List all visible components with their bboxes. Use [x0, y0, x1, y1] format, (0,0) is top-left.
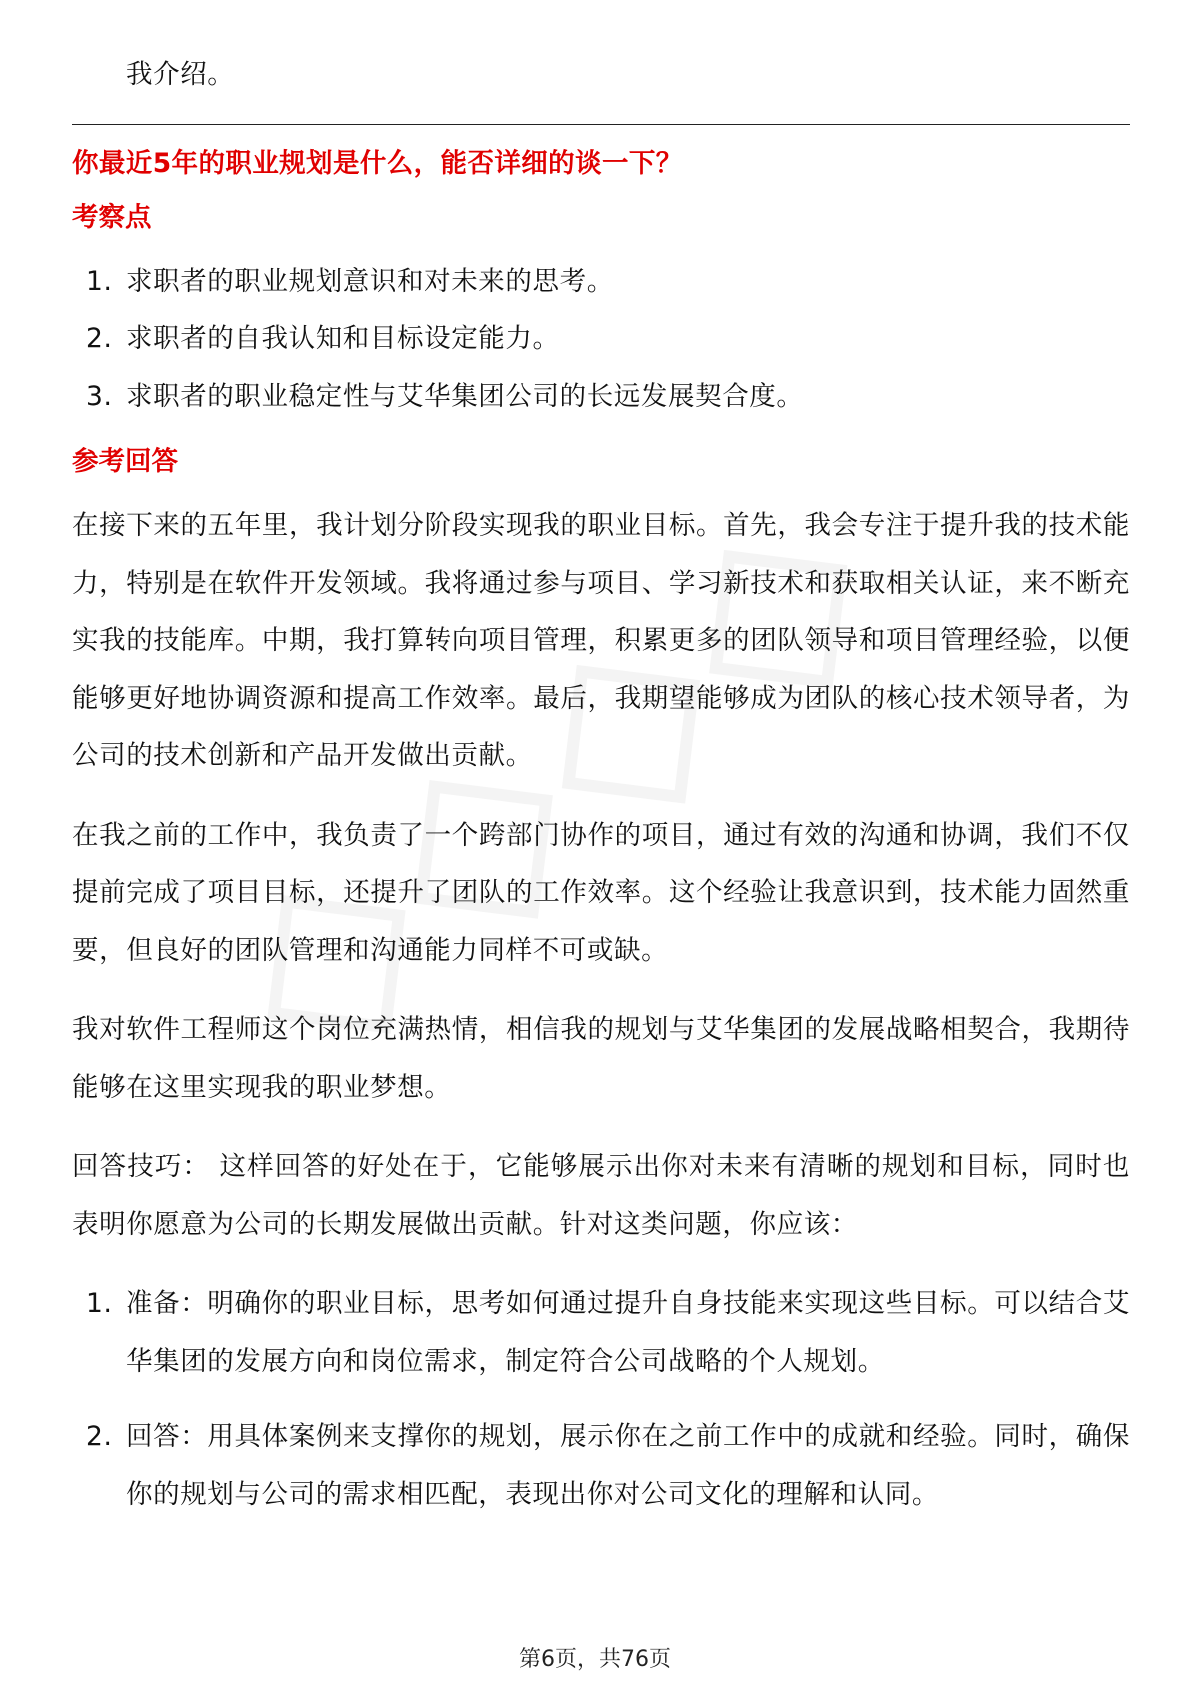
reference-title: 参考回答 — [72, 446, 178, 477]
list-text: 求职者的职业稳定性与艾华集团公司的长远发展契合度。 — [126, 380, 804, 412]
examine-title: 考察点 — [72, 201, 152, 233]
list-number: 2. — [86, 1421, 113, 1452]
list-item — [72, 1275, 1130, 1390]
content — [72, 46, 1130, 1541]
list-number: 3. — [86, 380, 113, 412]
list-item — [72, 1408, 1130, 1523]
list-text: 求职者的自我认知和目标设定能力。 — [126, 323, 560, 354]
answer-paragraph: 我对软件工程师这个岗位充满热情，相信我的规划与艾华集团的发展战略相契合，我期待能够在这里实现我的职业梦想。 — [72, 1014, 1130, 1103]
question-heading: 你最近5年的职业规划是什么，能否详细的谈一下？ — [72, 147, 683, 179]
intro-tail: 我介绍。 — [126, 59, 235, 90]
list-text: 回答：用具体案例来支撑你的规划，展示你在之前工作中的成就和经验。同时，确保你的规划与公司的需求相匹配，表现出你对公司文化的理解和认同。 — [126, 1421, 1130, 1510]
list-number: 1. — [86, 1288, 113, 1319]
list-item — [72, 310, 1130, 368]
tips-intro: 回答技巧： 这样回答的好处在于，它能够展示出你对未来有清晰的规划和目标，同时也表明你愿意为公司的长期发展做出贡献。针对这类问题，你应该： — [72, 1151, 1130, 1240]
list-number: 1. — [86, 265, 113, 297]
examine-list — [72, 253, 1130, 426]
answer-paragraph: 在我之前的工作中，我负责了一个跨部门协作的项目，通过有效的沟通和协调，我们不仅提前完成了项目目标，还提升了团队的工作效率。这个经验让我意识到，技术能力固然重要，但良好的团队管理和沟通能力同样不可或缺。 — [72, 819, 1130, 966]
divider — [72, 124, 1130, 125]
answer-paragraph: 在接下来的五年里，我计划分阶段实现我的职业目标。首先，我会专注于提升我的技术能力，特别是在软件开发领域。我将通过参与项目、学习新技术和获取相关认证，来不断充实我的技能库。中期，我打算转向项目管理，积累更多的团队领导和项目管理经验，以便能够更好地协调资源和提高工作效率。最后，我期望能够成为团队的核心技术领导者，为公司的技术创新和产品开发做出贡献。 — [72, 510, 1130, 771]
list-item — [72, 253, 1130, 311]
list-text: 准备：明确你的职业目标，思考如何通过提升自身技能来实现这些目标。可以结合艾华集团的发展方向和岗位需求，制定符合公司战略的个人规划。 — [126, 1288, 1130, 1377]
list-text: 求职者的职业规划意识和对未来的思考。 — [126, 265, 614, 297]
page-footer: 第6页，共76页 — [519, 1647, 671, 1672]
list-number: 2. — [86, 323, 113, 354]
tips-list — [72, 1275, 1130, 1523]
list-item — [72, 368, 1130, 426]
